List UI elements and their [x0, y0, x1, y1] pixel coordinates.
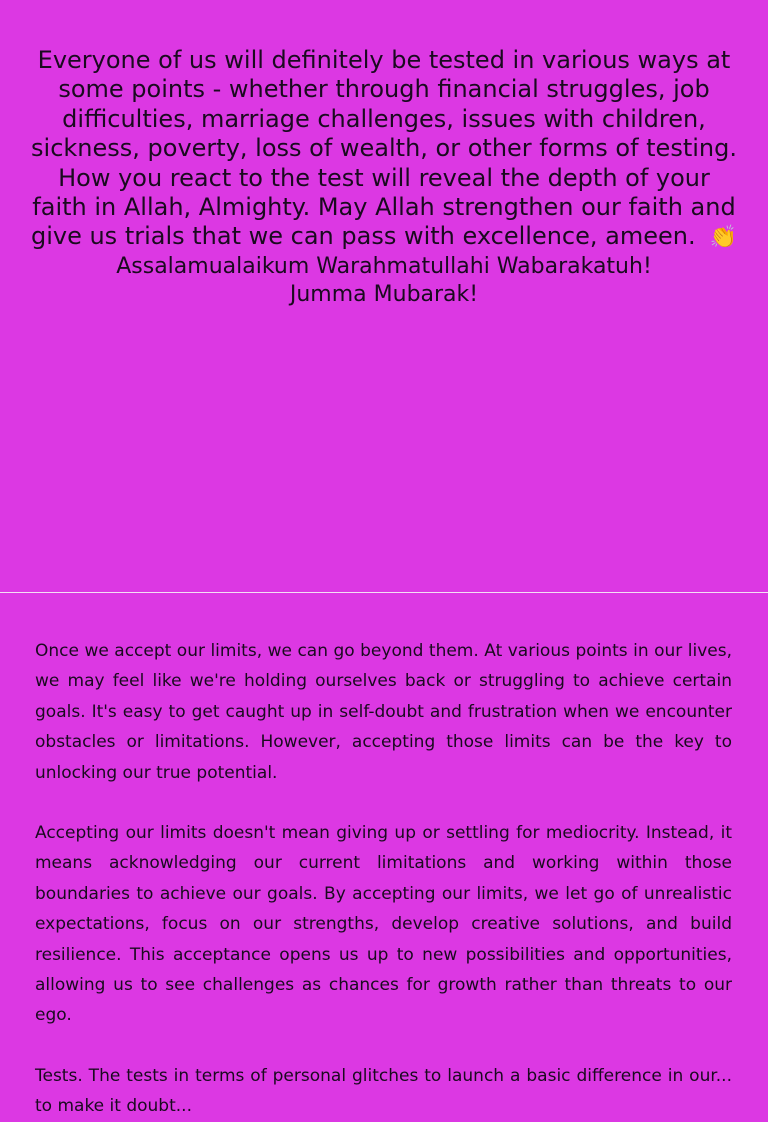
article-truncated-line: Tests. The tests in terms of personal glitches to launch a basic difference in our... to make it doubt... — [35, 1065, 732, 1117]
greeting-line-2: Jumma Mubarak! — [289, 281, 479, 307]
section-divider — [0, 592, 768, 593]
greeting-line-1: Assalamualaikum Warahmatullahi Wabarakatuh! — [116, 253, 652, 279]
clapping-hands-icon: 👏 — [709, 225, 738, 251]
article-section — [35, 636, 732, 1117]
post-quote — [30, 46, 738, 253]
post-quote-text: Everyone of us will definitely be tested in various ways at some points - whether through financial struggles, job difficulties, marriage challenges, issues with children, sickness, poverty, loss of wealth, or other forms of testing. How you react to the test will reveal the depth of your faith in Allah, Almighty. May Allah strengthen our faith and give us trials that we can pass with excellence, ameen. — [30, 46, 737, 251]
article-paragraph-1: Once we accept our limits, we can go beyond them. At various points in our lives, we may feel like we're holding ourselves back or struggling to achieve certain goals. It's easy to get caught up in self-doubt and frustration when we encounter obstacles or limitations. However, accepting those limits can be the key to unlocking our true potential. — [35, 641, 732, 783]
article-paragraph-2: Accepting our limits doesn't mean giving up or settling for mediocrity. Instead, it means acknowledging our current limitations and working within those boundaries to achieve our goals. By accepting our limits, we let go of unrealistic expectations, focus on our strengths, develop creative solutions, and build resilience. This acceptance opens us up to new possibilities and opportunities, allowing us to see challenges as chances for growth rather than threats to our ego. — [35, 823, 732, 1026]
